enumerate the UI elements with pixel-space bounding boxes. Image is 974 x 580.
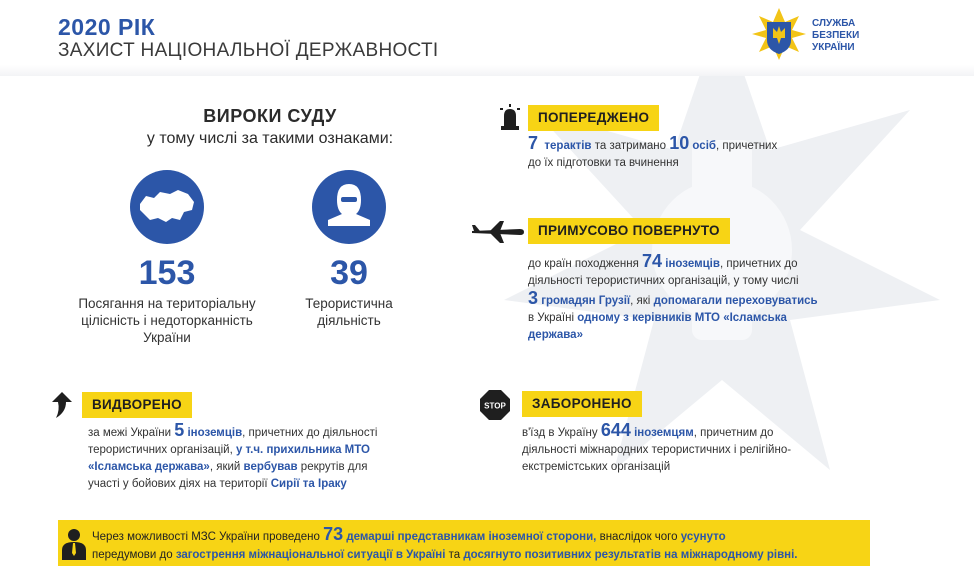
sbu-emblem-icon bbox=[752, 8, 806, 60]
masked-person-icon bbox=[312, 170, 386, 244]
page-title: 2020 РІК bbox=[58, 14, 156, 40]
airplane-icon bbox=[472, 221, 524, 243]
tag-prevented: ПОПЕРЕДЖЕНО bbox=[528, 105, 659, 131]
page-subtitle: ЗАХИСТ НАЦІОНАЛЬНОЇ ДЕРЖАВНОСТІ bbox=[58, 40, 439, 61]
stat-label: Посягання на територіальну цілісність і недоторканність України bbox=[78, 296, 256, 345]
arrow-up-icon bbox=[52, 392, 74, 418]
stat-label: Терористична діяльність bbox=[305, 296, 393, 328]
verdicts-title: ВИРОКИ СУДУ bbox=[203, 106, 337, 126]
prevented-text: 7 терактів та затримано 10 осіб, причетних до їх підготовки та вчинення bbox=[528, 133, 778, 169]
svg-text:STOP: STOP bbox=[484, 401, 506, 411]
expelled-text: за межі України 5 іноземців, причетних до діяльності терористичних організацій, у т.ч. прихильника МТО «Ісламська держава», який вербував рекрутів для участі у бойових діях на території Сирії та Іраку bbox=[88, 420, 378, 490]
verdicts-subtitle: у тому числі за такими ознаками: bbox=[146, 130, 394, 147]
stat-value: 39 bbox=[330, 254, 368, 292]
bottom-text: Через можливості МЗС України проведено 73 демарші представникам іноземної сторони, внаслідок чого усунуто передумови до загострення міжнаціональної ситуації в Україні та досягнуто позитивних результатів на міжнародному рівні. bbox=[92, 524, 798, 561]
stop-sign-icon bbox=[480, 390, 510, 420]
returned-text: до країн походження 74 іноземців, причетних до діяльності терористичних організацій, у тому числі 3 громадян Грузії, які допомагали переховуватись в Україні одному з керівників МТО «Ісламська держава» bbox=[528, 251, 818, 341]
stat-circle bbox=[130, 170, 204, 244]
stat-value: 153 bbox=[138, 254, 196, 292]
banned-text: в'їзд в Україну 644 іноземцям, причетним до діяльності міжнародних терористичних і релігійно- екстремістських організацій bbox=[522, 420, 792, 473]
siren-icon bbox=[498, 104, 522, 130]
stat-circle bbox=[312, 170, 386, 244]
logo-text: СЛУЖБА БЕЗПЕКИ УКРАЇНИ bbox=[812, 18, 860, 53]
tag-banned: ЗАБОРОНЕНО bbox=[522, 391, 642, 417]
tag-expelled: ВИДВОРЕНО bbox=[82, 392, 192, 418]
tag-returned: ПРИМУСОВО ПОВЕРНУТО bbox=[528, 218, 730, 244]
diplomat-icon bbox=[62, 528, 86, 560]
ukraine-map-icon bbox=[130, 170, 204, 244]
